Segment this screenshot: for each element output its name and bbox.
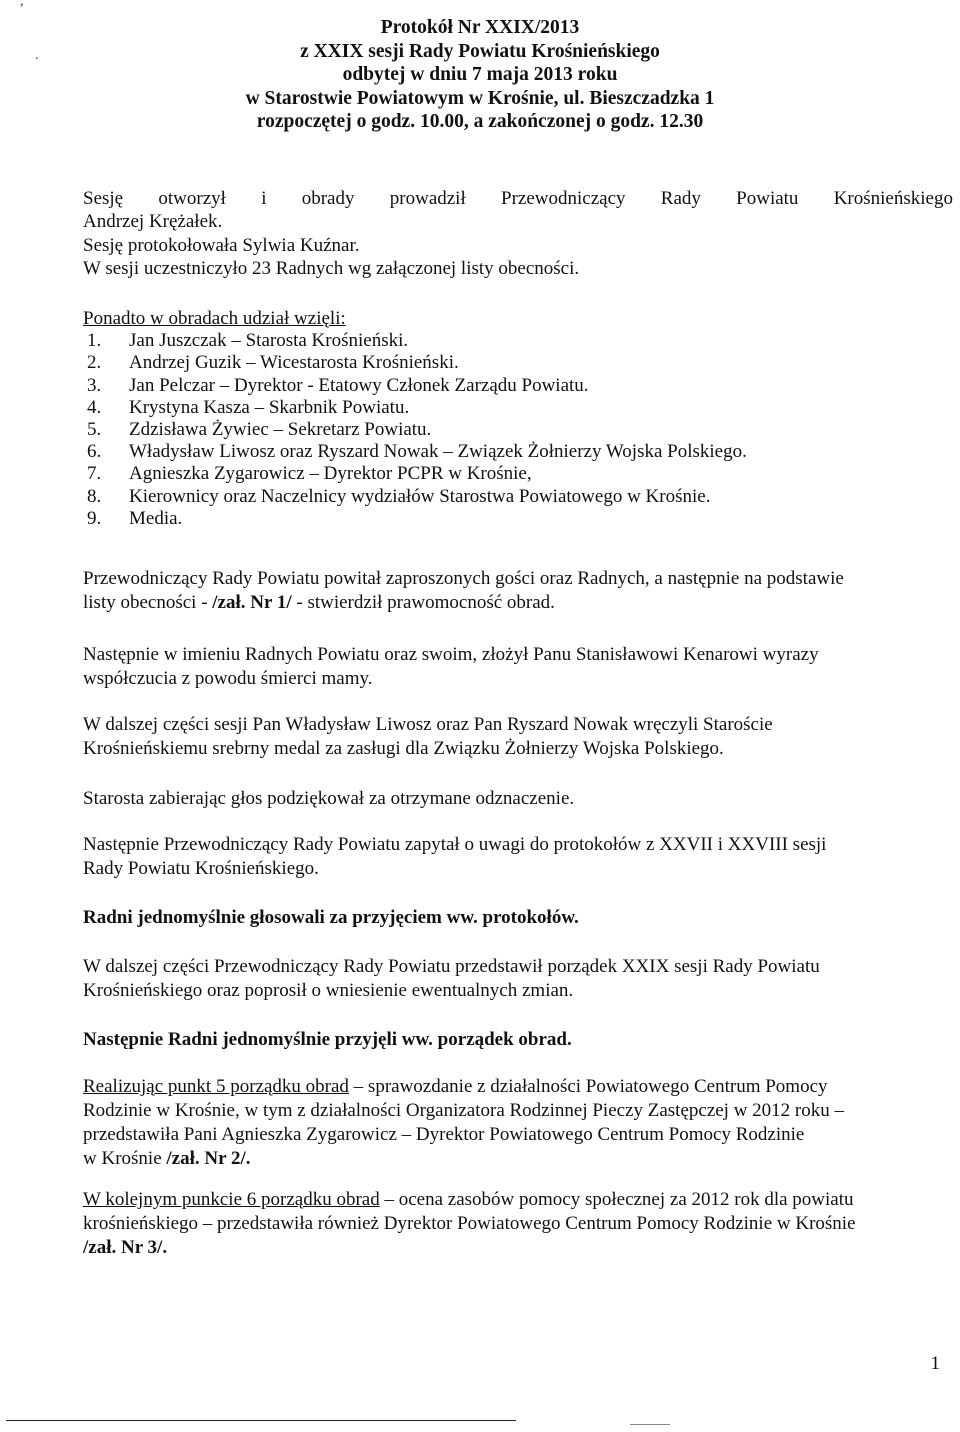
paragraph-line: Starosta zabierając głos podziękował za otrzymane odznaczenie. xyxy=(83,788,575,809)
word: otworzył xyxy=(158,188,226,209)
intro-line: W sesji uczestniczyło 23 Radnych wg załączonej listy obecności. xyxy=(83,258,580,280)
header-session: z XXIX sesji Rady Powiatu Krośnieńskiego xyxy=(300,40,660,62)
paragraph-point-6 xyxy=(83,1188,948,1260)
item-number: 2. xyxy=(87,352,102,374)
word: Przewodniczący xyxy=(501,188,626,209)
list-item xyxy=(83,508,943,530)
paragraph-line: Przewodniczący Rady Powiatu powitał zaproszonych gości oraz Radnych, a następnie na podstawie xyxy=(83,568,844,589)
intro-line: Sesję protokołowała Sylwia Kuźnar. xyxy=(83,234,360,256)
paragraph-line: współczucia z powodu śmierci mamy. xyxy=(83,668,373,689)
paragraph-line: przedstawiła Pani Agnieszka Zygarowicz – Dyrektor Powiatowego Centrum Pomocy Rodzinie xyxy=(83,1124,805,1145)
header-date: odbytej w dniu 7 maja 2013 roku xyxy=(342,64,618,85)
item-number: 5. xyxy=(87,419,102,441)
attachment-ref: /zał. Nr 3/. xyxy=(83,1237,168,1258)
agenda-point-ref: Realizując punkt 5 porządku obrad xyxy=(83,1076,349,1097)
list-item xyxy=(83,441,943,463)
agenda-point-ref: W kolejnym punkcie 6 porządku obrad xyxy=(83,1189,380,1210)
word: prowadził xyxy=(389,188,466,209)
attachment-ref: /zał. Nr 2/. xyxy=(166,1148,251,1169)
paragraph-vote-agenda xyxy=(83,1028,948,1052)
paragraph-welcome xyxy=(83,567,948,615)
paragraph-condolences xyxy=(83,643,948,691)
paragraph-line xyxy=(83,1075,948,1099)
attendees-section xyxy=(83,308,943,530)
paragraph-line: Następnie Przewodniczący Rady Powiatu zapytał o uwagi do protokołów z XXVII i XXVIII sesji xyxy=(83,834,827,855)
document-header xyxy=(200,16,760,134)
paragraph-medal xyxy=(83,713,948,761)
item-text: Zdzisława Żywiec – Sekretarz Powiatu. xyxy=(129,419,432,441)
text-span: - stwierdził prawomocność obrad. xyxy=(291,592,555,613)
word: i xyxy=(261,188,267,209)
intro-section xyxy=(83,187,953,281)
item-number: 8. xyxy=(87,485,102,507)
paragraph-agenda xyxy=(83,955,948,1003)
list-item xyxy=(83,352,943,374)
item-text: Media. xyxy=(129,507,183,529)
word: Krośnieńskiego xyxy=(833,188,953,209)
paragraph-line xyxy=(83,1147,948,1171)
item-number: 6. xyxy=(87,441,102,463)
paragraph-point-5 xyxy=(83,1075,948,1171)
page-number: 1 xyxy=(930,1353,940,1374)
paragraph-line xyxy=(83,591,948,615)
list-item xyxy=(83,330,943,352)
list-item xyxy=(83,463,943,485)
item-text: Andrzej Guzik – Wicestarosta Krośnieński. xyxy=(129,352,459,374)
item-text: Władysław Liwosz oraz Ryszard Nowak – Związek Żołnierzy Wojska Polskiego. xyxy=(129,441,747,463)
attendees-list xyxy=(83,330,943,530)
paragraph-protocol-remarks xyxy=(83,833,948,881)
item-text: Jan Pelczar – Dyrektor - Etatowy Członek Zarządu Powiatu. xyxy=(129,374,589,396)
item-number: 7. xyxy=(87,463,102,485)
header-location: w Starostwie Powiatowym w Krośnie, ul. Bieszczadzka 1 xyxy=(245,87,715,109)
attachment-ref: /zał. Nr 1/ xyxy=(212,592,292,613)
paragraph-line: Krośnieńskiego oraz poprosił o wniesienie ewentualnych zmian. xyxy=(83,980,574,1001)
paragraph-line: Krośnieńskiemu srebrny medal za zasługi dla Związku Żołnierzy Wojska Polskiego. xyxy=(83,738,724,759)
word: Sesję xyxy=(83,188,124,209)
paragraph-line: Rady Powiatu Krośnieńskiego. xyxy=(83,858,319,879)
paragraph-vote-protocols xyxy=(83,906,948,930)
intro-line: Andrzej Krężałek. xyxy=(83,211,223,233)
attendees-heading: Ponadto w obradach udział wzięli: xyxy=(83,308,346,329)
list-item xyxy=(83,486,943,508)
item-number: 1. xyxy=(87,330,102,352)
text-span: listy obecności - xyxy=(83,592,213,613)
paragraph-line: Następnie Radni jednomyślnie przyjęli ww. porządek obrad. xyxy=(83,1029,572,1050)
word: Powiatu xyxy=(736,188,799,209)
list-item xyxy=(83,419,943,441)
paragraph-line: Rodzinie w Krośnie, w tym z działalności Organizatora Rodzinnej Pieczy Zastępczej w 2012 roku – xyxy=(83,1100,845,1121)
scan-mark: , xyxy=(20,0,24,9)
paragraph-line: krośnieńskiego – przedstawiła również Dyrektor Powiatowego Centrum Pomocy Rodzinie w Krośnie xyxy=(83,1213,856,1234)
list-item xyxy=(83,375,943,397)
list-item xyxy=(83,397,943,419)
item-text: Kierownicy oraz Naczelnicy wydziałów Starostwa Powiatowego w Krośnie. xyxy=(129,485,711,507)
header-title: Protokół Nr XXIX/2013 xyxy=(380,17,580,38)
item-text: Krystyna Kasza – Skarbnik Powiatu. xyxy=(129,396,410,418)
word: Rady xyxy=(660,188,701,209)
text-span: w Krośnie xyxy=(83,1148,167,1169)
header-time: rozpoczętej o godz. 10.00, a zakończonej o godz. 12.30 xyxy=(256,111,704,132)
paragraph-line xyxy=(83,1188,948,1212)
item-text: Agnieszka Zygarowicz – Dyrektor PCPR w Krośnie, xyxy=(129,463,532,485)
text-span: – ocena zasobów pomocy społecznej za 2012 rok dla powiatu xyxy=(379,1189,854,1210)
item-number: 9. xyxy=(87,507,102,529)
paragraph-line: Radni jednomyślnie głosowali za przyjęciem ww. protokołów. xyxy=(83,907,579,928)
paragraph-line: Następnie w imieniu Radnych Powiatu oraz swoim, złożył Panu Stanisławowi Kenarowi wyrazy xyxy=(83,644,819,665)
item-text: Jan Juszczak – Starosta Krośnieński. xyxy=(129,330,409,352)
paragraph-line: W dalszej części sesji Pan Władysław Liwosz oraz Pan Ryszard Nowak wręczyli Staroście xyxy=(83,714,773,735)
word: obrady xyxy=(301,188,355,209)
paragraph-thanks xyxy=(83,787,948,811)
footer-rule xyxy=(630,1424,670,1425)
item-number: 3. xyxy=(87,374,102,396)
text-span: – sprawozdanie z działalności Powiatowego Centrum Pomocy xyxy=(348,1076,828,1097)
footer-rule xyxy=(6,1420,516,1421)
item-number: 4. xyxy=(87,396,102,418)
intro-line xyxy=(83,187,953,210)
paragraph-line: W dalszej części Przewodniczący Rady Powiatu przedstawił porządek XXIX sesji Rady Powiatu xyxy=(83,956,820,977)
scan-mark: . xyxy=(35,48,39,63)
